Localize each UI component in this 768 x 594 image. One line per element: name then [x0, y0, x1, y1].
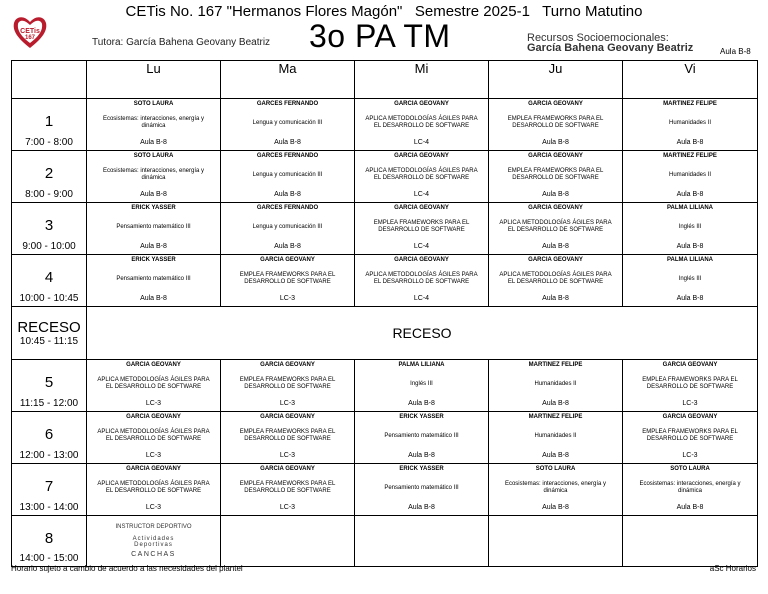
- subject-name: EMPLEA FRAMEWORKS PARA EL DESARROLLO DE SOFTWARE: [239, 377, 336, 390]
- subject-name: APLICA METODOLOGÍAS ÁGILES PARA EL DESARROLLO DE SOFTWARE: [97, 429, 210, 442]
- activity-place: CANCHAS: [131, 551, 176, 558]
- lesson: [221, 99, 354, 150]
- lesson-cell: [623, 203, 758, 255]
- tutor-label: Tutora: García Bahena Geovany Beatriz: [92, 37, 271, 48]
- teacher-name: ERICK YASSER: [131, 257, 176, 263]
- teacher-name: SOTO LAURA: [535, 466, 576, 472]
- room-name: Aula B-8: [140, 243, 167, 250]
- period-number: 7: [44, 478, 54, 495]
- room-name: LC-3: [279, 452, 296, 459]
- subject-name: EMPLEA FRAMEWORKS PARA EL DESARROLLO DE SOFTWARE: [239, 481, 336, 494]
- subject-name: APLICA METODOLOGÍAS ÁGILES PARA EL DESARROLLO DE SOFTWARE: [365, 168, 478, 181]
- activity-line-1: Actividades: [132, 536, 175, 542]
- period-time: 11:15 - 12:00: [19, 398, 79, 409]
- lesson: [623, 255, 757, 306]
- lesson-cell: [489, 203, 623, 255]
- room-name: Aula B-8: [542, 243, 569, 250]
- subject-name: Ecosistemas: interacciones, energía y dinámica: [639, 481, 741, 494]
- day-header: Ju: [489, 61, 623, 99]
- corner-cell: [12, 61, 87, 99]
- lesson-cell: [623, 99, 758, 151]
- empty-cell: [489, 516, 623, 567]
- lesson: [87, 99, 220, 150]
- recess-time-cell: [12, 307, 87, 360]
- lesson: [623, 464, 757, 515]
- group-name: 3o PA TM: [309, 18, 451, 54]
- day-header: Vi: [623, 61, 758, 99]
- teacher-name: GARCIA GEOVANY: [662, 362, 718, 368]
- subject-name: APLICA METODOLOGÍAS ÁGILES PARA EL DESARROLLO DE SOFTWARE: [499, 272, 612, 285]
- subject-name: EMPLEA FRAMEWORKS PARA EL DESARROLLO DE SOFTWARE: [507, 168, 604, 181]
- subject-name: EMPLEA FRAMEWORKS PARA EL DESARROLLO DE SOFTWARE: [642, 429, 738, 442]
- teacher-name: MARTINEZ FELIPE: [528, 414, 583, 420]
- teacher-name: GARCIA GEOVANY: [528, 257, 583, 263]
- room-name: LC-3: [145, 452, 162, 459]
- period-number: 5: [44, 374, 54, 391]
- room-name: Aula B-8: [542, 191, 569, 198]
- subject-name: Inglés III: [678, 223, 702, 230]
- day-header: Ma: [221, 61, 355, 99]
- recess-row: [12, 307, 758, 360]
- period-row: [12, 464, 758, 516]
- period-time: 13:00 - 14:00: [19, 502, 79, 513]
- lesson-cell: [221, 412, 355, 464]
- lesson-cell: [623, 151, 758, 203]
- subject-name: EMPLEA FRAMEWORKS PARA EL DESARROLLO DE SOFTWARE: [507, 116, 604, 129]
- teacher-name: ERICK YASSER: [399, 466, 444, 472]
- time-cell: [12, 151, 87, 203]
- teacher-name: MARTINEZ FELIPE: [663, 101, 717, 107]
- room-name: LC-3: [279, 295, 296, 302]
- lesson-cell: [87, 99, 221, 151]
- lesson-cell: [355, 99, 489, 151]
- classroom-label: Aula B-8: [720, 47, 751, 56]
- room-name: Aula B-8: [676, 295, 704, 302]
- lesson: [221, 203, 354, 254]
- day-header: Lu: [87, 61, 221, 99]
- room-name: LC-3: [682, 400, 698, 407]
- room-name: Aula B-8: [542, 452, 569, 459]
- time-cell: [12, 360, 87, 412]
- lesson-cell: [623, 412, 758, 464]
- room-name: LC-4: [413, 139, 430, 146]
- footer-credit: aSc Horarios: [709, 564, 756, 573]
- time-cell: [12, 464, 87, 516]
- lesson-cell: [489, 464, 623, 516]
- lesson-cell: [623, 464, 758, 516]
- subject-name: Humanidades II: [534, 432, 577, 439]
- teacher-name: GARCIA GEOVANY: [394, 257, 449, 263]
- period-number: 4: [44, 269, 54, 286]
- teacher-name: GARCIA GEOVANY: [394, 153, 449, 159]
- lesson-cell: [355, 360, 489, 412]
- teacher-name: PALMA LILIANA: [398, 362, 445, 368]
- lesson: [87, 464, 220, 515]
- lesson-cell: [355, 203, 489, 255]
- svg-text:CETis: CETis: [20, 28, 40, 35]
- lesson: [87, 203, 220, 254]
- lesson-cell: [489, 412, 623, 464]
- room-name: LC-3: [279, 400, 296, 407]
- teacher-name: SOTO LAURA: [133, 101, 174, 107]
- teacher-name: MARTINEZ FELIPE: [528, 362, 583, 368]
- lesson: [355, 255, 488, 306]
- lesson-cell: [221, 464, 355, 516]
- period-row: [12, 412, 758, 464]
- lesson: [221, 255, 354, 306]
- timetable: [11, 60, 758, 567]
- recess-time: 10:45 - 11:15: [19, 336, 79, 347]
- subject-name: EMPLEA FRAMEWORKS PARA EL DESARROLLO DE SOFTWARE: [239, 429, 336, 442]
- recursos-label: Recursos Socioemocionales:: [527, 32, 669, 44]
- room-name: Aula B-8: [676, 243, 704, 250]
- lesson-cell: [489, 151, 623, 203]
- lesson: [623, 203, 757, 254]
- room-name: LC-4: [413, 191, 430, 198]
- teacher-name: ERICK YASSER: [131, 205, 176, 211]
- room-name: LC-4: [413, 295, 430, 302]
- subject-name: Pensamiento matemático III: [116, 275, 191, 282]
- footer-note: Horario sujeto a cambio de acuerdo a las necesidades del plantel: [11, 564, 243, 573]
- subject-name: Pensamiento matemático III: [384, 432, 459, 439]
- lesson-cell: [87, 151, 221, 203]
- teacher-name: GARCIA GEOVANY: [662, 414, 718, 420]
- room-name: Aula B-8: [542, 295, 569, 302]
- room-name: Aula B-8: [676, 191, 704, 198]
- period-time: 12:00 - 13:00: [19, 450, 79, 461]
- lesson: [623, 360, 757, 411]
- day-header: Mi: [355, 61, 489, 99]
- room-name: LC-3: [279, 504, 296, 511]
- subject-name: EMPLEA FRAMEWORKS PARA EL DESARROLLO DE SOFTWARE: [373, 220, 470, 233]
- lesson: [489, 99, 622, 150]
- teacher-name: GARCIA GEOVANY: [126, 414, 181, 420]
- lesson-cell: [489, 99, 623, 151]
- lesson: [221, 360, 354, 411]
- day-header-row: [12, 61, 758, 99]
- lesson: [355, 360, 488, 411]
- subject-name: Ecosistemas: interacciones, energía y dinámica: [102, 168, 205, 181]
- subject-name: APLICA METODOLOGÍAS ÁGILES PARA EL DESARROLLO DE SOFTWARE: [499, 220, 612, 233]
- recursos-name: García Bahena Geovany Beatriz: [527, 42, 694, 54]
- instructor-name: INSTRUCTOR DEPORTIVO: [115, 524, 192, 530]
- schedule-title: CETis No. 167 "Hermanos Flores Magón" Semestre 2025-1 Turno Matutino: [125, 3, 643, 20]
- lesson: [623, 99, 757, 150]
- lesson: [623, 412, 757, 463]
- lesson-cell: [221, 99, 355, 151]
- teacher-name: PALMA LILIANA: [667, 257, 713, 263]
- subject-name: Lengua y comunicación III: [252, 171, 323, 178]
- room-name: Aula B-8: [408, 400, 435, 407]
- recess-label: RECESO: [17, 319, 81, 336]
- lesson: [221, 412, 354, 463]
- room-name: Aula B-8: [542, 400, 569, 407]
- subject-name: APLICA METODOLOGÍAS ÁGILES PARA EL DESARROLLO DE SOFTWARE: [97, 481, 210, 494]
- subject-name: APLICA METODOLOGÍAS ÁGILES PARA EL DESARROLLO DE SOFTWARE: [365, 272, 478, 285]
- period-row: [12, 360, 758, 412]
- subject-name: Ecosistemas: interacciones, energía y dinámica: [102, 116, 205, 129]
- lesson: [87, 255, 220, 306]
- subject-name: Ecosistemas: interacciones, energía y dinámica: [504, 481, 607, 494]
- period-number: 8: [44, 530, 54, 547]
- subject-name: Humanidades II: [668, 119, 712, 126]
- lesson-cell: [355, 255, 489, 307]
- sports-cell: [87, 516, 221, 567]
- empty-cell: [221, 516, 355, 567]
- teacher-name: GARCIA GEOVANY: [260, 257, 315, 263]
- lesson-cell: [221, 360, 355, 412]
- lesson: [489, 151, 622, 202]
- room-name: Aula B-8: [408, 504, 435, 511]
- teacher-name: GARCIA GEOVANY: [528, 101, 583, 107]
- teacher-name: GARCIA GEOVANY: [260, 362, 315, 368]
- subject-name: Inglés III: [410, 380, 433, 387]
- empty-cell: [355, 516, 489, 567]
- lesson: [489, 203, 622, 254]
- room-name: Aula B-8: [140, 139, 167, 146]
- room-name: Aula B-8: [542, 504, 569, 511]
- lesson-cell: [87, 464, 221, 516]
- room-name: Aula B-8: [274, 191, 301, 198]
- lesson: [489, 360, 622, 411]
- lesson-cell: [355, 412, 489, 464]
- time-cell: [12, 255, 87, 307]
- subject-name: Lengua y comunicación III: [252, 119, 323, 126]
- lesson: [489, 255, 622, 306]
- time-cell: [12, 412, 87, 464]
- subject-name: Humanidades II: [534, 380, 577, 387]
- lesson: [355, 464, 488, 515]
- lesson: [87, 151, 220, 202]
- subject-name: Pensamiento matemático III: [116, 223, 191, 230]
- teacher-name: SOTO LAURA: [133, 153, 174, 159]
- lesson-cell: [489, 255, 623, 307]
- lesson-cell: [221, 151, 355, 203]
- period-row: [12, 255, 758, 307]
- period-row: [12, 99, 758, 151]
- teacher-name: GARCES FERNANDO: [256, 153, 319, 159]
- subject-name: APLICA METODOLOGÍAS ÁGILES PARA EL DESARROLLO DE SOFTWARE: [365, 116, 478, 129]
- lesson-cell: [221, 255, 355, 307]
- room-name: LC-3: [682, 452, 698, 459]
- lesson: [87, 412, 220, 463]
- time-cell: [12, 99, 87, 151]
- teacher-name: GARCIA GEOVANY: [528, 205, 583, 211]
- period-time: 7:00 - 8:00: [25, 137, 73, 148]
- teacher-name: GARCIA GEOVANY: [260, 414, 315, 420]
- lesson-cell: [221, 203, 355, 255]
- teacher-name: GARCES FERNANDO: [256, 205, 319, 211]
- lesson-cell: [489, 360, 623, 412]
- lesson: [87, 360, 220, 411]
- room-name: Aula B-8: [140, 295, 167, 302]
- lesson: [355, 412, 488, 463]
- lesson-cell: [87, 360, 221, 412]
- subject-name: APLICA METODOLOGÍAS ÁGILES PARA EL DESARROLLO DE SOFTWARE: [97, 377, 210, 390]
- period-time: 9:00 - 10:00: [22, 241, 76, 252]
- lesson: [489, 464, 622, 515]
- teacher-name: SOTO LAURA: [670, 466, 710, 472]
- period-row-8: [12, 516, 758, 567]
- period-number: 2: [44, 165, 54, 182]
- lesson-cell: [87, 203, 221, 255]
- period-number: 3: [44, 217, 54, 234]
- subject-name: EMPLEA FRAMEWORKS PARA EL DESARROLLO DE SOFTWARE: [239, 272, 336, 285]
- room-name: Aula B-8: [408, 452, 435, 459]
- room-name: Aula B-8: [676, 504, 704, 511]
- teacher-name: GARCES FERNANDO: [256, 101, 319, 107]
- lesson: [221, 464, 354, 515]
- time-cell: [12, 516, 87, 567]
- lesson: [355, 99, 488, 150]
- teacher-name: GARCIA GEOVANY: [394, 101, 449, 107]
- lesson: [221, 151, 354, 202]
- period-row: [12, 151, 758, 203]
- svg-text:167: 167: [24, 35, 36, 41]
- period-time: 8:00 - 9:00: [25, 189, 73, 200]
- lesson: [355, 151, 488, 202]
- teacher-name: GARCIA GEOVANY: [260, 466, 315, 472]
- lesson-cell: [355, 151, 489, 203]
- subject-name: Pensamiento matemático III: [384, 484, 459, 491]
- activity-line-2: Deportivas: [134, 542, 173, 548]
- subject-name: Lengua y comunicación III: [252, 223, 323, 230]
- room-name: Aula B-8: [676, 139, 704, 146]
- lesson-cell: [623, 360, 758, 412]
- teacher-name: GARCIA GEOVANY: [126, 362, 181, 368]
- time-cell: [12, 203, 87, 255]
- period-number: 1: [44, 113, 54, 130]
- teacher-name: GARCIA GEOVANY: [394, 205, 449, 211]
- teacher-name: PALMA LILIANA: [667, 205, 713, 211]
- room-name: Aula B-8: [274, 243, 301, 250]
- lesson-cell: [87, 412, 221, 464]
- lesson: [355, 203, 488, 254]
- recess-span-cell: RECESO: [87, 307, 758, 360]
- teacher-name: ERICK YASSER: [399, 414, 444, 420]
- teacher-name: GARCIA GEOVANY: [528, 153, 583, 159]
- lesson-cell: [623, 255, 758, 307]
- lesson: [489, 412, 622, 463]
- subject-name: EMPLEA FRAMEWORKS PARA EL DESARROLLO DE SOFTWARE: [642, 377, 738, 390]
- period-time: 10:00 - 10:45: [19, 293, 79, 304]
- room-name: Aula B-8: [274, 139, 301, 146]
- subject-name: Humanidades II: [668, 171, 712, 178]
- subject-name: Inglés III: [678, 275, 702, 282]
- lesson-cell: [355, 464, 489, 516]
- teacher-name: MARTINEZ FELIPE: [663, 153, 717, 159]
- room-name: LC-3: [145, 400, 162, 407]
- period-row: [12, 203, 758, 255]
- teacher-name: GARCIA GEOVANY: [126, 466, 181, 472]
- room-name: Aula B-8: [140, 191, 167, 198]
- room-name: LC-3: [145, 504, 162, 511]
- room-name: LC-4: [413, 243, 430, 250]
- period-time: 14:00 - 15:00: [19, 553, 79, 564]
- lesson-cell: [87, 255, 221, 307]
- period-number: 6: [44, 426, 54, 443]
- empty-cell: [623, 516, 758, 567]
- lesson: [623, 151, 757, 202]
- room-name: Aula B-8: [542, 139, 569, 146]
